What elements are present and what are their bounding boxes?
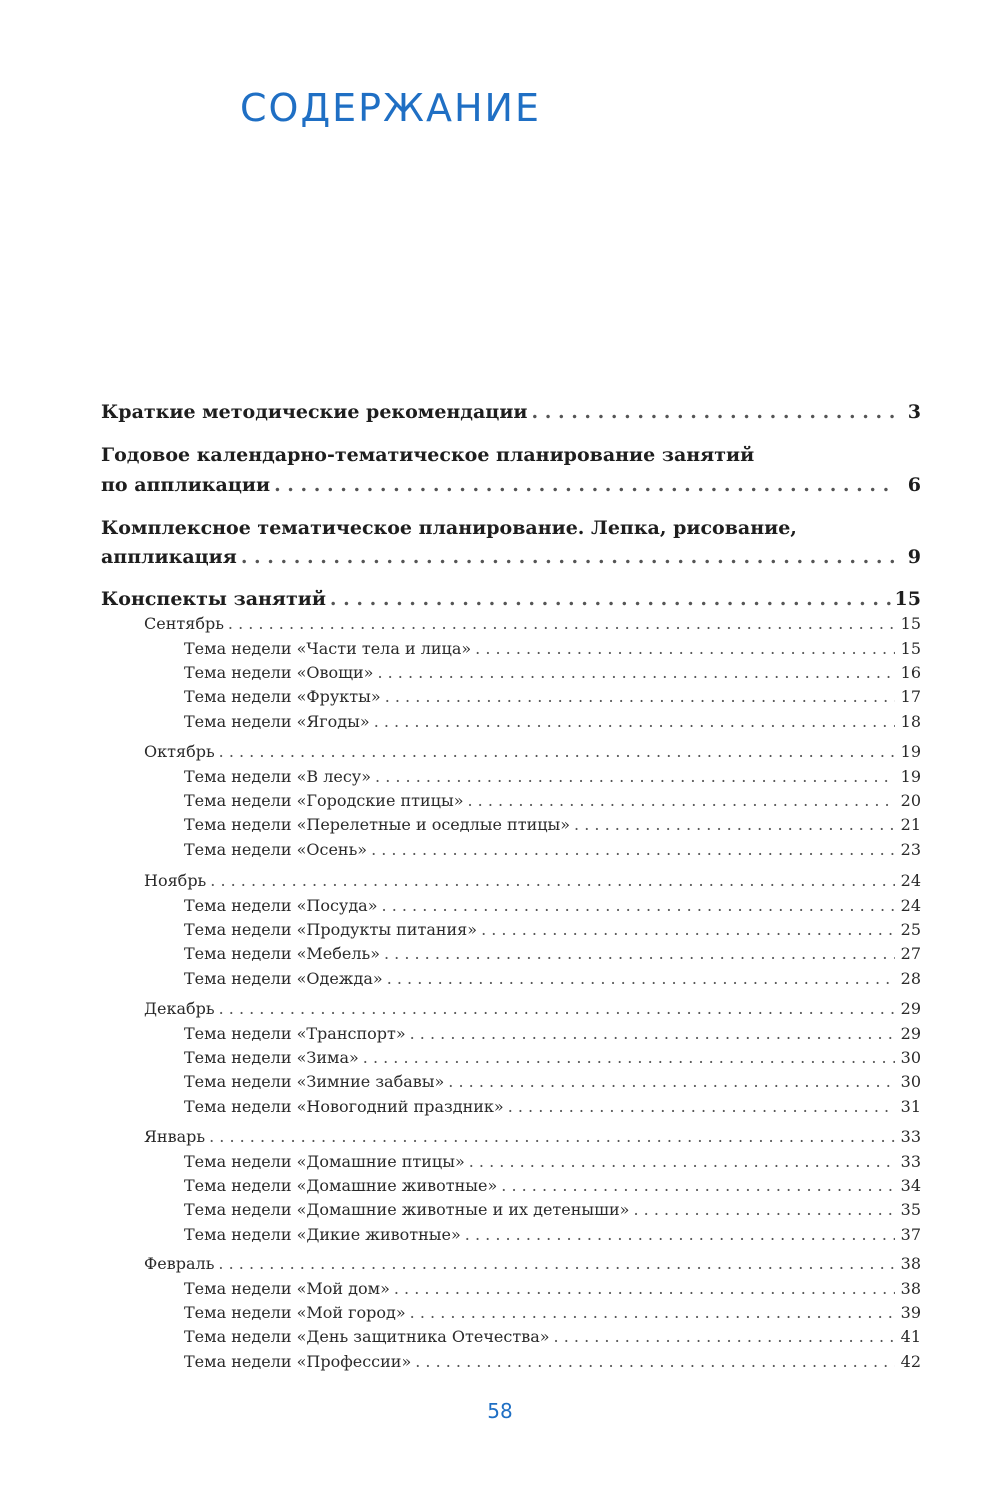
toc-month-page: 19 [900,742,921,761]
leader-dots [394,1277,895,1301]
leader-dots [532,400,895,424]
toc-week[interactable] [184,765,921,789]
toc-week[interactable] [184,894,921,918]
toc-month[interactable] [144,740,921,764]
toc-week-page: 15 [900,639,921,658]
toc-entry-title: по аппликации [101,474,271,496]
toc-week-page: 39 [900,1303,921,1322]
toc-entry-title: аппликация [101,546,237,568]
toc-week-title: Тема недели «Части тела и лица» [184,639,472,658]
toc-week-page: 34 [900,1176,921,1195]
toc-month-page: 38 [900,1254,921,1273]
toc-week-title: Тема недели «Посуда» [184,896,378,915]
toc-week-title: Тема недели «Фрукты» [184,687,381,706]
toc-month-page: 24 [900,871,921,890]
toc-week-title: Тема недели «Осень» [184,840,368,859]
toc-entry-page: 6 [907,474,921,496]
toc-month[interactable] [144,869,921,893]
leader-dots [387,967,895,991]
toc-week-page: 18 [900,712,921,731]
toc-month-page: 29 [900,999,921,1018]
toc-week-title: Тема недели «Городские птицы» [184,791,464,810]
leader-dots [501,1174,895,1198]
toc-week[interactable] [184,942,921,966]
toc-week-title: Тема недели «Домашние птицы» [184,1152,465,1171]
leader-dots [475,637,895,661]
leader-dots [469,1150,895,1174]
toc-week[interactable] [184,1301,921,1325]
leader-dots [574,813,895,837]
toc-entry-title: Краткие методические рекомендации [101,401,528,423]
toc-week[interactable] [184,967,921,991]
toc-month-title: Февраль [144,1254,215,1273]
toc-week-page: 23 [900,840,921,859]
leader-dots [633,1198,895,1222]
toc-week-title: Тема недели «Мой город» [184,1303,406,1322]
leader-dots [228,612,895,636]
toc-month[interactable] [144,997,921,1021]
leader-dots [210,869,895,893]
toc-entry-line: Комплексное тематическое планирование. Лепка, рисование, [101,517,797,539]
toc-week-page: 21 [900,815,921,834]
toc-week[interactable] [184,789,921,813]
toc-week[interactable] [184,685,921,709]
toc-week[interactable] [184,1198,921,1222]
toc-week-page: 33 [900,1152,921,1171]
toc-month-title: Октябрь [144,742,215,761]
leader-dots [385,685,895,709]
toc-entry-title: Конспекты занятий [101,588,326,610]
leader-dots [481,918,895,942]
toc-week-title: Тема недели «Овощи» [184,663,374,682]
toc-month-title: Сентябрь [144,614,224,633]
toc-week-page: 31 [900,1097,921,1116]
page-title: СОДЕРЖАНИЕ [240,86,541,130]
toc-week-page: 41 [900,1327,921,1346]
toc-entry-page: 3 [907,401,921,423]
toc-month[interactable] [144,612,921,636]
toc-week-page: 38 [900,1279,921,1298]
leader-dots [508,1095,895,1119]
leader-dots [377,661,895,685]
toc-week[interactable] [184,1095,921,1119]
page-number: 58 [487,1399,513,1423]
leader-dots [330,587,891,611]
leader-dots [465,1223,895,1247]
toc-week[interactable] [184,1046,921,1070]
toc-month[interactable] [144,1252,921,1276]
toc-week-title: Тема недели «Перелетные и оседлые птицы» [184,815,571,834]
toc-week-page: 27 [900,944,921,963]
leader-dots [384,942,895,966]
toc-month[interactable] [144,1125,921,1149]
toc-week-title: Тема недели «Новогодний праздник» [184,1097,504,1116]
toc-week[interactable] [184,1070,921,1094]
leader-dots [274,473,895,497]
toc-entry-line: Годовое календарно-тематическое планирование занятий [101,444,755,466]
toc-week-page: 37 [900,1225,921,1244]
toc-week-title: Тема недели «Зима» [184,1048,359,1067]
toc-week-page: 28 [900,969,921,988]
toc-week-title: Тема недели «Домашние животные» [184,1176,498,1195]
toc-week-title: Тема недели «Мебель» [184,944,380,963]
toc-week[interactable] [184,1350,921,1374]
toc-week[interactable] [184,661,921,685]
toc-week-page: 17 [900,687,921,706]
leader-dots [219,740,895,764]
toc-week-page: 35 [900,1200,921,1219]
toc-week-title: Тема недели «Одежда» [184,969,383,988]
toc-week-title: Тема недели «Профессии» [184,1352,412,1371]
toc-month-page: 15 [900,614,921,633]
leader-dots [415,1350,895,1374]
toc-week[interactable] [184,1150,921,1174]
toc-entry[interactable] [101,473,921,497]
toc-week[interactable] [184,637,921,661]
toc-week-page: 29 [900,1024,921,1043]
toc-week[interactable] [184,1325,921,1349]
leader-dots [371,838,895,862]
toc-week-title: Тема недели «В лесу» [184,767,372,786]
toc-month-title: Январь [144,1127,206,1146]
toc-week-title: Тема недели «Домашние животные и их детеныши» [184,1200,630,1219]
toc-week-page: 24 [900,896,921,915]
leader-dots [382,894,895,918]
toc-month-page: 33 [900,1127,921,1146]
toc-week-page: 19 [900,767,921,786]
leader-dots [448,1070,895,1094]
leader-dots [218,1252,895,1276]
leader-dots [410,1301,895,1325]
toc-entry[interactable] [101,545,921,569]
toc-entry[interactable] [101,587,921,611]
toc-week[interactable] [184,918,921,942]
toc-week-title: Тема недели «Продукты питания» [184,920,478,939]
leader-dots [209,1125,895,1149]
toc-week-title: Тема недели «Мой дом» [184,1279,390,1298]
toc-week-title: Тема недели «Ягоды» [184,712,370,731]
toc-month-title: Ноябрь [144,871,207,890]
toc-entry-page: 9 [907,546,921,568]
leader-dots [554,1325,895,1349]
toc-week-title: Тема недели «День защитника Отечества» [184,1327,550,1346]
leader-dots [363,1046,895,1070]
toc-week-title: Тема недели «Дикие животные» [184,1225,461,1244]
toc-month-title: Декабрь [144,999,215,1018]
toc-entry[interactable] [101,400,921,424]
leader-dots [375,765,895,789]
toc-week-page: 30 [900,1048,921,1067]
toc-week-title: Тема недели «Зимние забавы» [184,1072,445,1091]
toc-week[interactable] [184,838,921,862]
toc-week[interactable] [184,710,921,734]
toc-week[interactable] [184,1223,921,1247]
leader-dots [468,789,896,813]
leader-dots [374,710,895,734]
toc-week-page: 25 [900,920,921,939]
toc-week[interactable] [184,1277,921,1301]
toc-week[interactable] [184,1022,921,1046]
leader-dots [410,1022,895,1046]
toc-week-title: Тема недели «Транспорт» [184,1024,406,1043]
toc-week-page: 20 [900,791,921,810]
toc-week-page: 42 [900,1352,921,1371]
toc-week-page: 16 [900,663,921,682]
toc-week-page: 30 [900,1072,921,1091]
toc-week[interactable] [184,1174,921,1198]
leader-dots [219,997,895,1021]
leader-dots [241,545,895,569]
toc-entry-page: 15 [894,588,921,610]
toc-week[interactable] [184,813,921,837]
